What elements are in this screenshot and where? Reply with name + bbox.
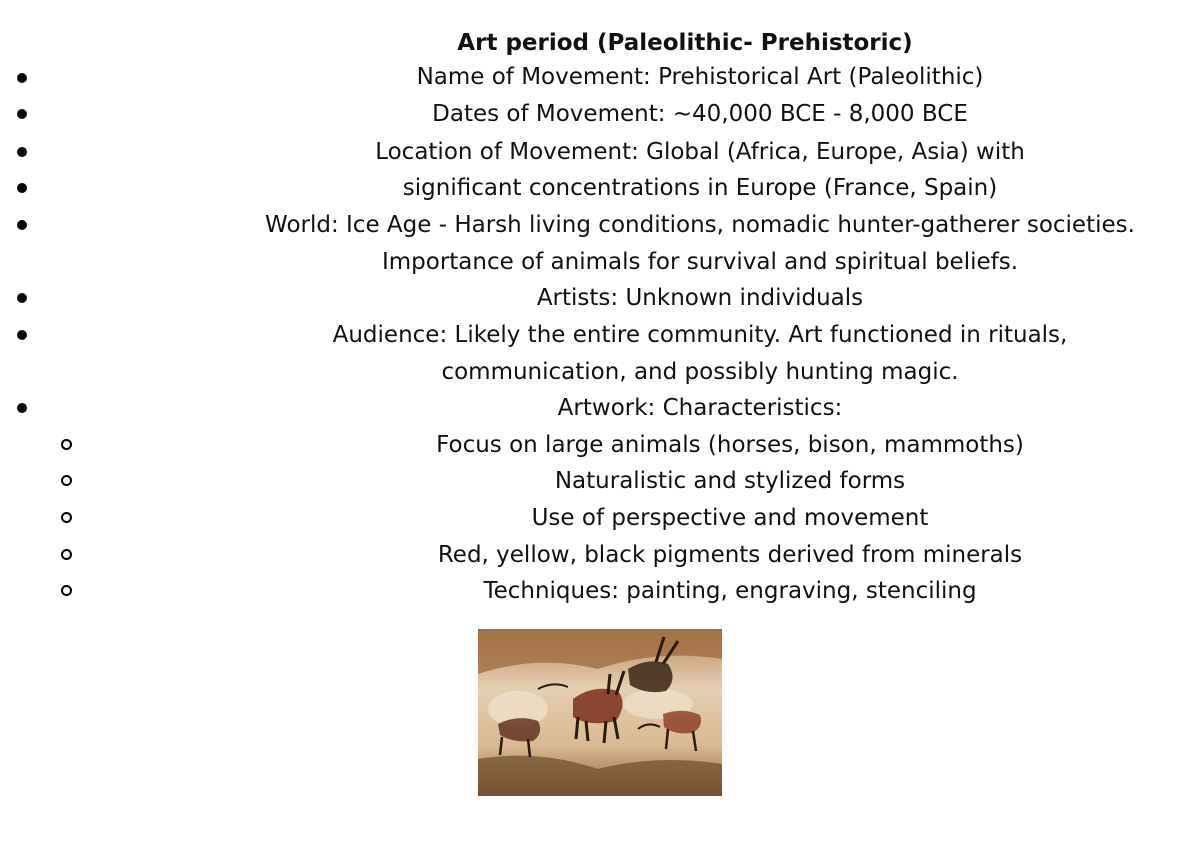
bullet-world-continuation: Importance of animals for survival and spiritual beliefs. <box>381 249 1019 275</box>
sub-bullet-large-animals: Focus on large animals (horses, bison, mammoths) <box>436 432 1024 458</box>
bullet-artists: Artists: Unknown individuals <box>536 285 864 311</box>
sub-bullet-pigments: Red, yellow, black pigments derived from minerals <box>437 542 1023 568</box>
bullet-location-of-movement: Location of Movement: Global (Africa, Europe, Asia) with <box>375 139 1025 165</box>
bullet-audience-continuation: communication, and possibly hunting magic. <box>441 359 959 385</box>
sub-bullet-naturalistic: Naturalistic and stylized forms <box>554 468 906 494</box>
bullet-location-continued: significant concentrations in Europe (France, Spain) <box>402 175 998 201</box>
bullet-artwork: Artwork: Characteristics: <box>557 395 843 421</box>
document-title: Art period (Paleolithic- Prehistoric) <box>457 30 913 56</box>
cave-painting-illustration <box>478 629 722 796</box>
bullet-dates-of-movement: Dates of Movement: ~40,000 BCE - 8,000 BCE <box>432 101 968 127</box>
bullet-world: World: Ice Age - Harsh living conditions, nomadic hunter-gatherer societies. <box>265 212 1135 238</box>
bullet-audience: Audience: Likely the entire community. Art functioned in rituals, <box>332 322 1068 348</box>
sub-bullet-techniques: Techniques: painting, engraving, stenciling <box>483 578 977 604</box>
cave-painting-image <box>478 629 722 796</box>
bullet-name-of-movement: Name of Movement: Prehistorical Art (Paleolithic) <box>416 64 984 90</box>
sub-bullet-perspective: Use of perspective and movement <box>531 505 929 531</box>
